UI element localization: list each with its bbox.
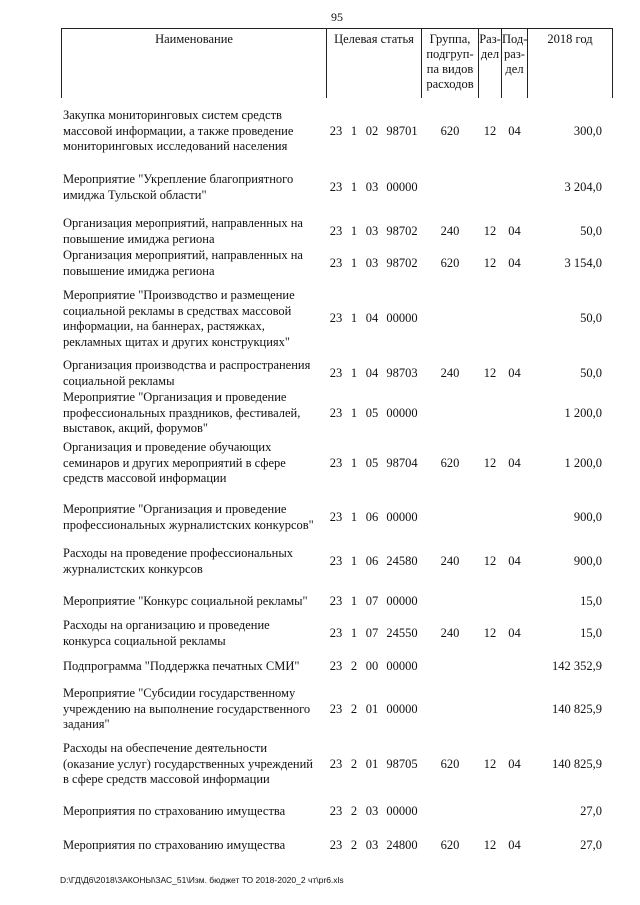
row-code-subprogram: 1 [350, 180, 358, 194]
row-subsection: 04 [508, 456, 521, 470]
row-amount: 140 825,9 [552, 702, 602, 716]
row-name: Организация производства и распространения социальной рекламы [63, 358, 311, 388]
row-section: 12 [483, 626, 497, 640]
row-group: 620 [440, 757, 460, 771]
row-code-subprogram: 1 [350, 224, 358, 238]
row-code-measure: 04 [365, 311, 379, 325]
row-subsection: 04 [508, 757, 521, 771]
row-code-subprogram: 2 [350, 838, 358, 852]
row-code-subprogram: 1 [350, 456, 358, 470]
row-code-direction: 24580 [386, 554, 418, 568]
row-name: Мероприятие "Организация и проведение профессиональных праздников, фестивалей, выставок, акций, форумов" [63, 390, 301, 435]
row-code-subprogram: 1 [350, 554, 358, 568]
row-amount: 140 825,9 [552, 757, 602, 771]
row-code-program: 23 [329, 626, 343, 640]
row-code-subprogram: 1 [350, 124, 358, 138]
row-code-direction: 98702 [386, 256, 418, 270]
row-code-program: 23 [329, 554, 343, 568]
row-code-measure: 04 [365, 366, 379, 380]
row-code-subprogram: 2 [350, 659, 358, 673]
row-code-subprogram: 1 [350, 366, 358, 380]
row-amount: 1 200,0 [564, 406, 602, 420]
row-subsection: 04 [508, 124, 521, 138]
row-name: Мероприятие "Организация и проведение профессиональных журналистских конкурсов" [63, 502, 314, 532]
row-code-measure: 03 [365, 804, 379, 818]
row-name: Расходы на обеспечение деятельности (оказание услуг) государственных учреждений в сфере средств массовой информации [63, 741, 313, 786]
row-code-subprogram: 2 [350, 702, 358, 716]
row-code-measure: 05 [365, 456, 379, 470]
row-group: 620 [440, 456, 460, 470]
row-code-measure: 03 [365, 224, 379, 238]
row-subsection: 04 [508, 838, 521, 852]
row-name: Расходы на организацию и проведение конкурса социальной рекламы [63, 618, 270, 648]
row-name: Мероприятие "Субсидии государственному учреждению на выполнение государственного задания" [63, 686, 311, 731]
row-name: Подпрограмма "Поддержка печатных СМИ" [63, 659, 300, 673]
header-group: Группа, подгруп- па видов расходов [426, 32, 474, 91]
row-code-subprogram: 1 [350, 594, 358, 608]
header-divider [612, 28, 613, 98]
row-code-measure: 03 [365, 838, 379, 852]
row-group: 240 [440, 626, 460, 640]
row-code-direction: 98704 [386, 456, 418, 470]
row-code-program: 23 [329, 659, 343, 673]
row-group: 240 [440, 366, 460, 380]
row-code-measure: 00 [365, 659, 379, 673]
row-amount: 15,0 [580, 594, 602, 608]
row-amount: 27,0 [580, 804, 602, 818]
row-code-program: 23 [329, 180, 343, 194]
row-code-subprogram: 1 [350, 311, 358, 325]
row-code-direction: 00000 [386, 510, 418, 524]
row-amount: 50,0 [580, 366, 602, 380]
row-code-program: 23 [329, 366, 343, 380]
row-code-program: 23 [329, 510, 343, 524]
row-section: 12 [483, 224, 497, 238]
row-code-program: 23 [329, 594, 343, 608]
row-section: 12 [483, 757, 497, 771]
row-code-subprogram: 1 [350, 626, 358, 640]
row-name: Организация и проведение обучающих семинаров и других мероприятий в сфере средств массовой информации [63, 440, 286, 485]
row-amount: 300,0 [573, 124, 602, 138]
file-path-footer: D:\ГД\Д6\2018\ЗАКОНЫ\ЗАС_51\Изм. бюджет ТО 2018-2020_2 чт\pr6.xls [60, 875, 344, 885]
row-code-direction: 00000 [386, 180, 418, 194]
row-name: Мероприятие "Производство и размещение социальной рекламы в средствах массовой информации, на баннерах, растяжках, рекламных щитах и других конструкциях" [63, 288, 295, 349]
row-code-direction: 00000 [386, 702, 418, 716]
row-section: 12 [483, 456, 497, 470]
row-amount: 1 200,0 [564, 456, 602, 470]
row-code-direction: 98703 [386, 366, 418, 380]
row-name: Мероприятия по страхованию имущества [63, 838, 286, 852]
row-amount: 142 352,9 [552, 659, 602, 673]
row-code-measure: 07 [365, 594, 379, 608]
row-code-direction: 24550 [386, 626, 418, 640]
row-code-program: 23 [329, 124, 343, 138]
header-section: Раз- дел [479, 32, 501, 61]
row-code-subprogram: 1 [350, 510, 358, 524]
row-name: Расходы на проведение профессиональных журналистских конкурсов [63, 546, 293, 576]
row-code-direction: 00000 [386, 659, 418, 673]
row-code-direction: 00000 [386, 594, 418, 608]
row-amount: 50,0 [580, 311, 602, 325]
row-code-program: 23 [329, 757, 343, 771]
row-name: Мероприятия по страхованию имущества [63, 804, 286, 818]
header-name: Наименование [155, 32, 233, 46]
row-code-subprogram: 1 [350, 256, 358, 270]
row-code-subprogram: 2 [350, 804, 358, 818]
row-code-direction: 00000 [386, 804, 418, 818]
row-amount: 900,0 [573, 510, 602, 524]
row-code-measure: 05 [365, 406, 379, 420]
row-code-direction: 24800 [386, 838, 418, 852]
row-name: Закупка мониторинговых систем средств массовой информации, а также проведение мониторинговых исследований населения [63, 108, 294, 153]
row-section: 12 [483, 256, 497, 270]
row-subsection: 04 [508, 256, 521, 270]
header-subsection: Под- раз- дел [502, 32, 528, 76]
row-code-direction: 98702 [386, 224, 418, 238]
row-code-measure: 03 [365, 256, 379, 270]
row-code-measure: 06 [365, 510, 379, 524]
row-amount: 15,0 [580, 626, 602, 640]
row-code-program: 23 [329, 256, 343, 270]
row-code-direction: 98701 [386, 124, 418, 138]
row-code-program: 23 [329, 311, 343, 325]
row-section: 12 [483, 554, 497, 568]
row-group: 620 [440, 838, 460, 852]
row-section: 12 [483, 124, 497, 138]
row-section: 12 [483, 366, 497, 380]
row-amount: 50,0 [580, 224, 602, 238]
row-amount: 900,0 [573, 554, 602, 568]
row-subsection: 04 [508, 366, 521, 380]
row-code-program: 23 [329, 406, 343, 420]
row-section: 12 [483, 838, 497, 852]
row-name: Организация мероприятий, направленных на повышение имиджа региона [63, 216, 303, 246]
row-code-measure: 01 [365, 702, 379, 716]
row-group: 620 [440, 256, 460, 270]
row-code-measure: 01 [365, 757, 379, 771]
row-code-measure: 03 [365, 180, 379, 194]
row-name: Мероприятие "Укрепление благоприятного имиджа Тульской области" [63, 172, 294, 202]
row-group: 240 [440, 554, 460, 568]
row-name: Мероприятие "Конкурс социальной рекламы" [63, 594, 308, 608]
row-amount: 3 204,0 [564, 180, 602, 194]
row-code-subprogram: 2 [350, 757, 358, 771]
row-code-program: 23 [329, 456, 343, 470]
row-code-program: 23 [329, 804, 343, 818]
header-target-article: Целевая статья [334, 32, 414, 46]
row-code-program: 23 [329, 838, 343, 852]
row-code-program: 23 [329, 702, 343, 716]
row-group: 240 [440, 224, 460, 238]
row-amount: 3 154,0 [564, 256, 602, 270]
row-code-direction: 98705 [386, 757, 418, 771]
row-code-direction: 00000 [386, 406, 418, 420]
row-code-direction: 00000 [386, 311, 418, 325]
row-name: Организация мероприятий, направленных на повышение имиджа региона [63, 248, 303, 278]
row-amount: 27,0 [580, 838, 602, 852]
row-code-subprogram: 1 [350, 406, 358, 420]
header-year: 2018 год [547, 32, 593, 46]
row-code-measure: 06 [365, 554, 379, 568]
row-code-program: 23 [329, 224, 343, 238]
row-code-measure: 07 [365, 626, 379, 640]
row-subsection: 04 [508, 626, 521, 640]
row-group: 620 [440, 124, 460, 138]
page-number: 95 [331, 10, 343, 24]
row-subsection: 04 [508, 554, 521, 568]
row-subsection: 04 [508, 224, 521, 238]
row-code-measure: 02 [365, 124, 379, 138]
